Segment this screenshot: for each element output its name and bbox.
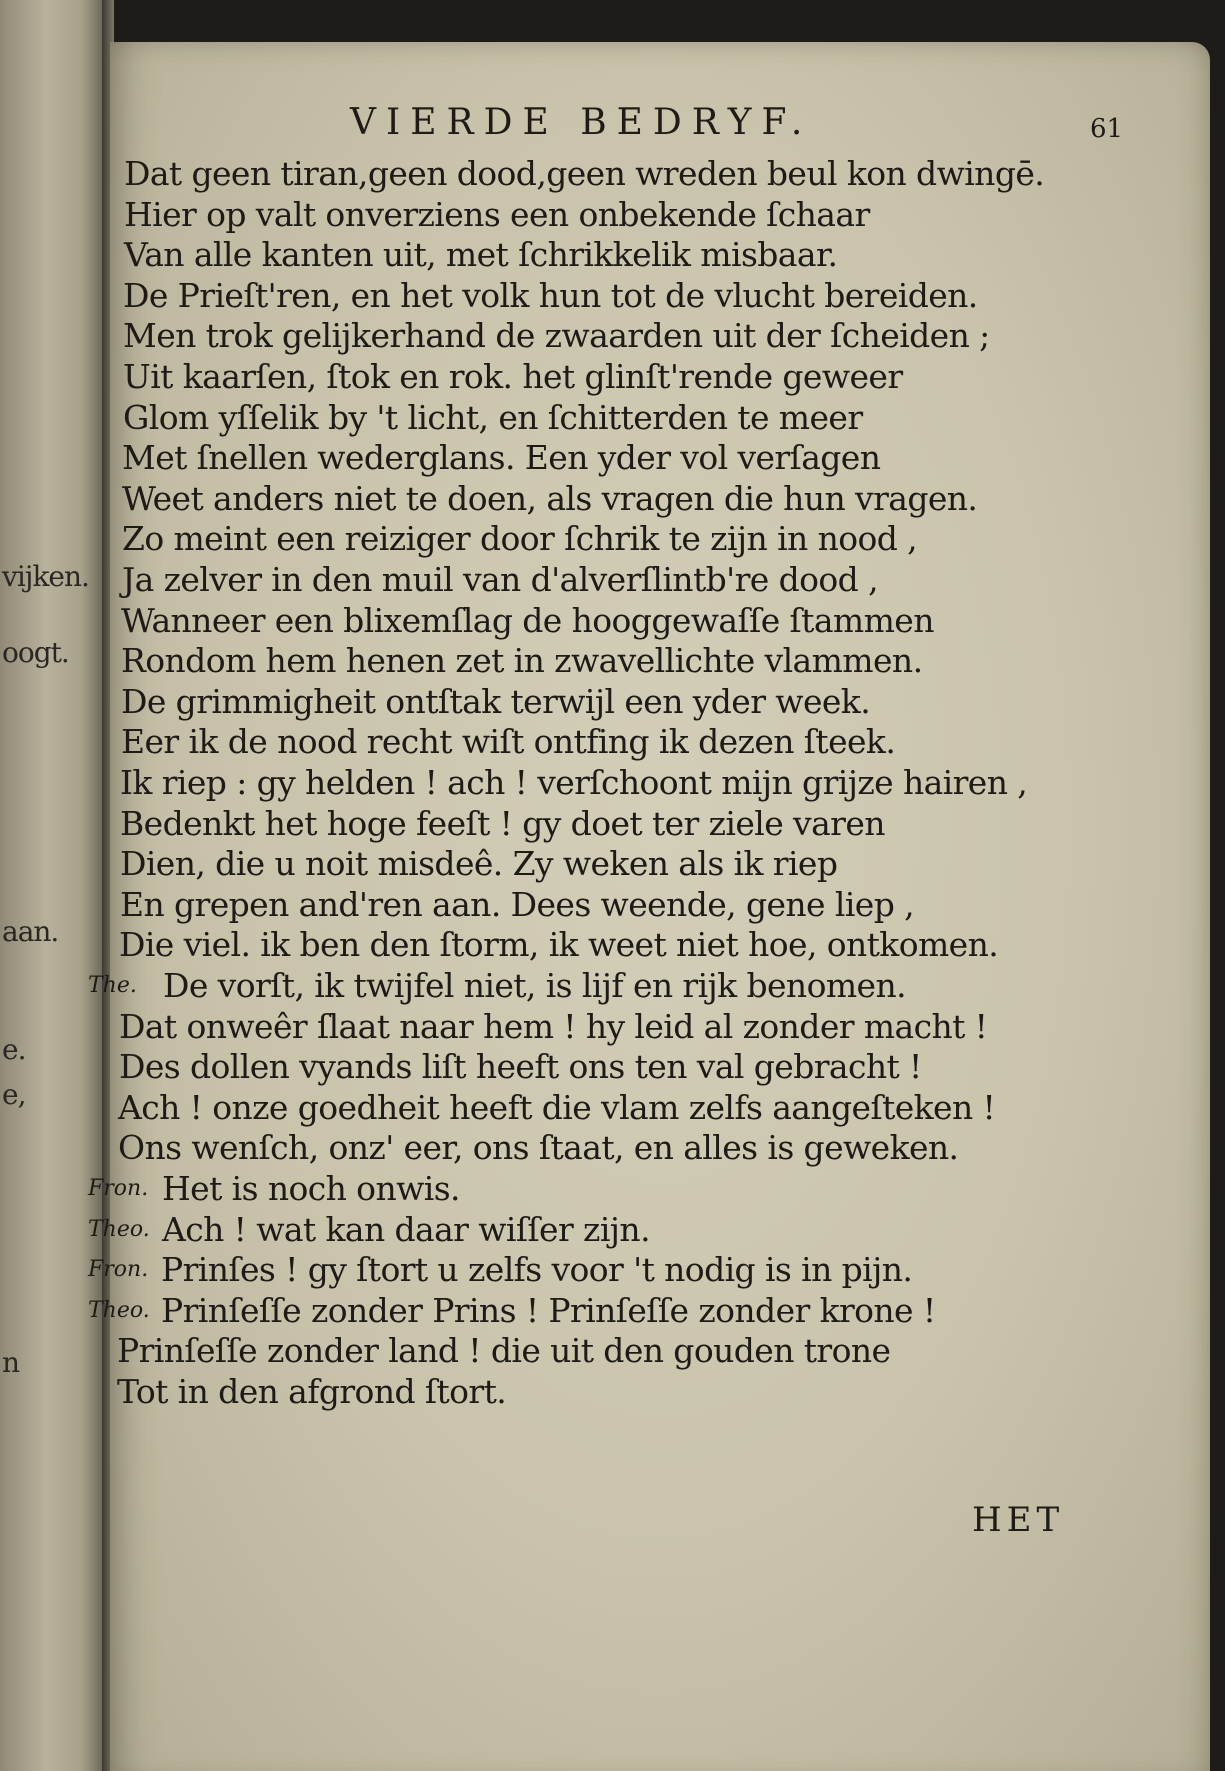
speaker-label: Fron. — [88, 1176, 149, 1201]
verse-line: Tot in den afgrond ſtort. — [117, 1372, 507, 1411]
left-page-fragment: e, — [2, 1078, 26, 1111]
verse-line: Bedenkt het hoge feeſt ! gy doet ter ziele varen — [120, 803, 885, 843]
verse-line: Van alle kanten uit, met ſchrikkelik misbaar. — [124, 235, 838, 275]
verse-line: Rondom hem henen zet in zwavellichte vlammen. — [121, 641, 923, 681]
verse-line: Prinſeſſe zonder land ! die uit den gouden trone — [117, 1331, 891, 1371]
verse-line: Weet anders niet te doen, als vragen die hun vragen. — [122, 478, 978, 518]
verse-line: Uit kaarſen, ſtok en rok. het glinſt'rende geweer — [123, 357, 903, 396]
verse-line: Dien, die u noit misdeê. Zy weken als ik riep — [120, 844, 838, 884]
verse-line: Prinſes ! gy ſtort u zelfs voor 't nodig is in pijn. — [161, 1250, 913, 1290]
verse-line: Ons wenſch, onz' eer, ons ſtaat, en alles is geweken. — [118, 1128, 959, 1168]
verse-line: De grimmigheit ontſtak terwijl een yder week. — [121, 681, 871, 721]
verse-line: De Prieſt'ren, en het volk hun tot de vlucht bereiden. — [123, 275, 978, 315]
verse-line: Ach ! onze goedheit heeft die vlam zelfs aangeſteken ! — [118, 1087, 996, 1127]
verse-line: Dat onweêr ſlaat naar hem ! hy leid al zonder macht ! — [119, 1006, 988, 1046]
verse-line: Zo meint een reiziger door ſchrik te zijn in nood , — [122, 519, 918, 559]
verse-line: Ja zelver in den muil van d'alverſlintb're dood , — [122, 560, 878, 599]
left-page-fragment: vijken. — [2, 560, 89, 593]
left-page-edge — [0, 0, 104, 1771]
verse-line: Ik riep : gy helden ! ach ! verſchoont mijn grijze hairen , — [120, 763, 1028, 802]
verse-line: De vorſt, ik twijfel niet, is lijf en rijk benomen. — [163, 966, 906, 1005]
verse-line: Wanneer een blixemſlag de hooggewaſſe ſtammen — [121, 600, 934, 640]
verse-line: Des dollen vyands liſt heeft ons ten val gebracht ! — [119, 1047, 922, 1087]
verse-line: Prinſeſſe zonder Prins ! Prinſeſſe zonder krone ! — [161, 1290, 936, 1330]
verse-line: Het is noch onwis. — [162, 1169, 460, 1208]
verse-line: Men trok gelijkerhand de zwaarden uit der ſcheiden ; — [123, 316, 990, 356]
verse-line: Die viel. ik ben den ſtorm, ik weet niet hoe, ontkomen. — [119, 925, 999, 965]
right-page — [88, 42, 1210, 1771]
running-head: VIERDE BEDRYF. — [350, 102, 813, 143]
verse-line: Hier op valt onverziens een onbekende ſchaar — [124, 194, 870, 234]
catchword: HET — [972, 1500, 1065, 1540]
page-number: 61 — [1090, 114, 1124, 144]
speaker-label: Fron. — [88, 1257, 149, 1283]
left-page-fragment: e. — [2, 1033, 26, 1066]
left-page-fragment: oogt. — [2, 636, 69, 669]
verse-line: Dat geen tiran,geen dood,geen wreden beul kon dwingē. — [124, 154, 1045, 193]
speaker-label: The. — [88, 973, 137, 998]
verse-line: En grepen and'ren aan. Dees weende, gene liep , — [120, 884, 915, 924]
left-page-fragment: n — [2, 1346, 20, 1379]
left-page-fragment: aan. — [2, 915, 59, 948]
verse-line: Eer ik de nood recht wiſt ontfing ik dezen ſteek. — [121, 722, 896, 762]
verse-line: Met ſnellen wederglans. Een yder vol verſagen — [122, 438, 881, 478]
speaker-label: Theo. — [88, 1297, 150, 1323]
verse-line: Glom yſſelik by 't licht, en ſchitterden te meer — [123, 397, 863, 437]
verse-line: Ach ! wat kan daar wiſſer zijn. — [162, 1209, 650, 1249]
speaker-label: Theo. — [88, 1216, 150, 1242]
